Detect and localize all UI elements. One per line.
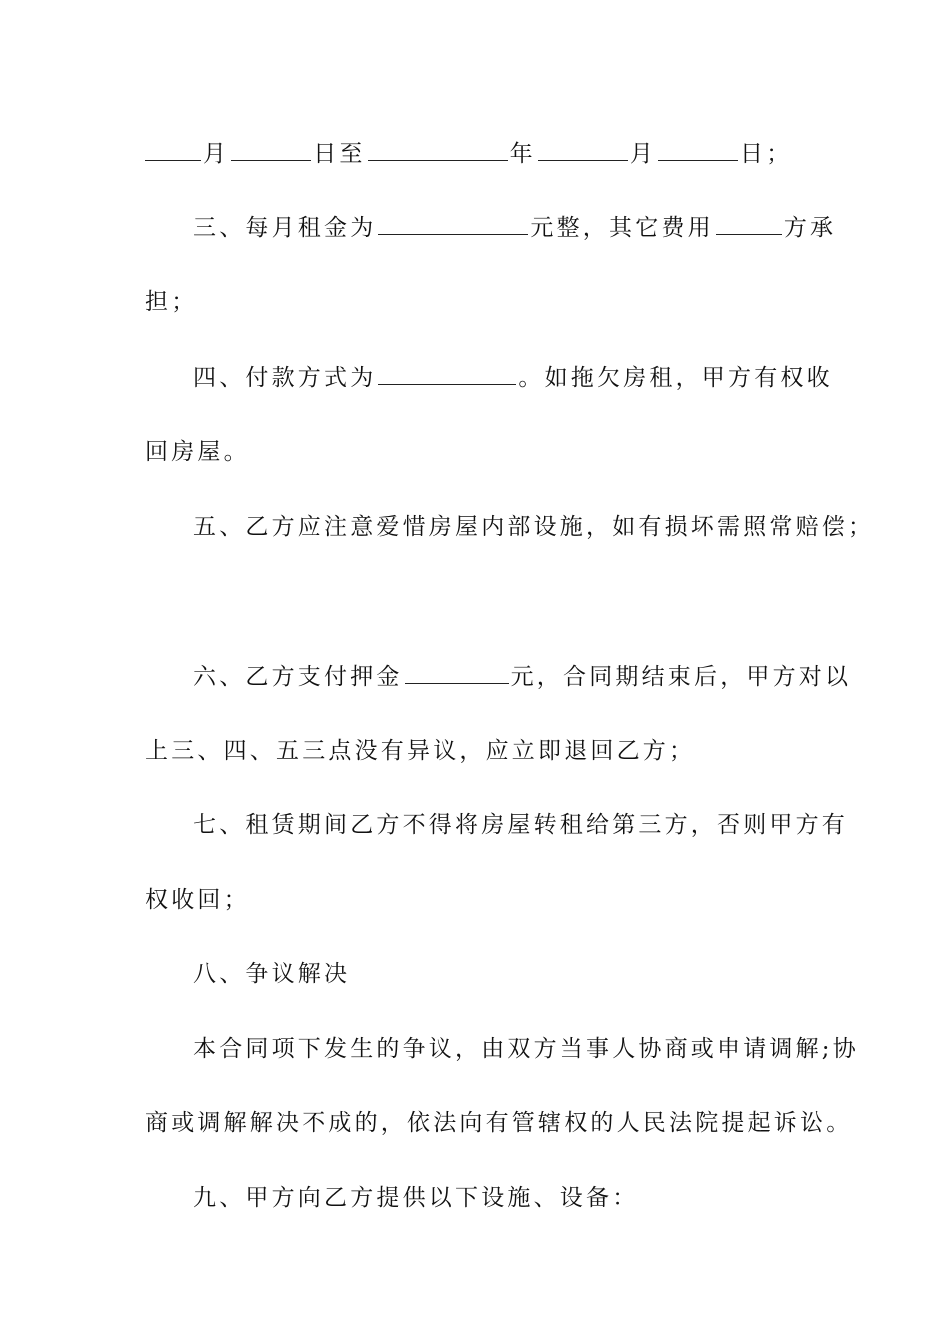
clause-6 — [193, 661, 852, 692]
clause-7-continuation: 权收回； — [145, 887, 250, 913]
text-segment: 四、付款方式为 — [193, 365, 377, 391]
text-segment: 三、每月租金为 — [193, 215, 377, 241]
text-segment: 日； — [740, 141, 793, 167]
blank-field[interactable] — [538, 138, 628, 161]
clause-8-title: 八、争议解决 — [193, 961, 351, 987]
text-segment: 元整，其它费用 — [530, 215, 714, 241]
clause-7: 七、租赁期间乙方不得将房屋转租给第三方，否则甲方有 — [193, 812, 848, 838]
deposit-amount-blank[interactable] — [405, 661, 509, 684]
text-segment: 六、乙方支付押金 — [193, 664, 403, 690]
fee-party-blank[interactable] — [716, 212, 782, 235]
blank-field[interactable] — [231, 138, 311, 161]
text-segment: 方承 — [783, 215, 837, 241]
text-segment: 年 — [509, 141, 536, 167]
clause-6-continuation: 上三、四、五三点没有异议，应立即退回乙方； — [145, 738, 696, 764]
date-range-line — [145, 138, 810, 169]
text-segment: 。如拖欠房租，甲方有权收 — [518, 365, 833, 391]
blank-field[interactable] — [658, 138, 738, 161]
text-segment: 元，合同期结束后，甲方对以 — [510, 664, 852, 690]
rent-amount-blank[interactable] — [378, 212, 528, 235]
clause-3-continuation: 担； — [145, 289, 198, 315]
text-segment: 月 — [203, 141, 230, 167]
clause-4 — [193, 362, 833, 393]
text-segment: 日至 — [313, 141, 366, 167]
clause-8-continuation: 商或调解解决不成的，依法向有管辖权的人民法院提起诉讼。 — [145, 1110, 853, 1136]
clause-8-body: 本合同项下发生的争议，由双方当事人协商或申请调解;协 — [193, 1036, 859, 1062]
clause-3 — [193, 212, 837, 243]
blank-field[interactable] — [368, 138, 508, 161]
text-segment: 月 — [629, 141, 657, 167]
blank-field[interactable] — [145, 138, 201, 161]
clause-5: 五、乙方应注意爱惜房屋内部设施，如有损坏需照常赔偿； — [193, 514, 875, 540]
clause-4-continuation: 回房屋。 — [145, 439, 250, 465]
clause-9: 九、甲方向乙方提供以下设施、设备： — [193, 1185, 639, 1211]
payment-method-blank[interactable] — [378, 362, 516, 385]
